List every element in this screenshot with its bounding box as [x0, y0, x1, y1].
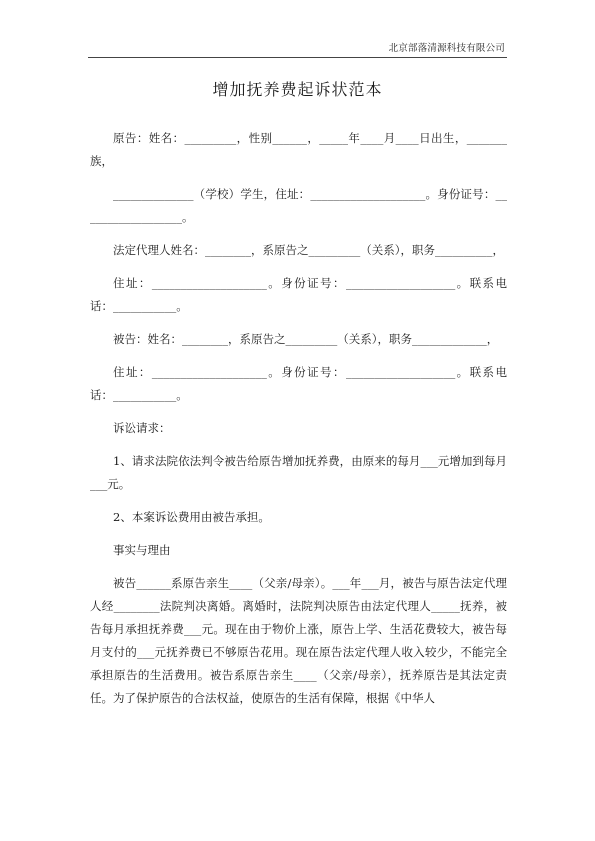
document-body: [90, 127, 507, 720]
facts-reasons-heading: 事实与理由: [113, 543, 171, 557]
legal-representative-address-paragraph: 住址：____________________。身份证号：___________________。联系电话：___________。: [90, 276, 507, 313]
defendant-address-paragraph: 住址：____________________。身份证号：___________________。联系电话：___________。: [90, 365, 507, 402]
claim-item-1: 1、请求法院依法判令被告给原告增加抚养费，由原来的每月___元增加到每月___元。: [90, 454, 507, 491]
header-company-name: 北京部落清源科技有限公司: [388, 43, 505, 54]
plaintiff-info-paragraph: 原告：姓名：_________，性别______，_____年____月____日出生，_______族，: [90, 131, 507, 168]
facts-reasons-paragraph: 被告______系原告亲生____（父亲/母亲）。___年___月，被告与原告法定代理人经________法院判决离婚。离婚时，法院判决原告由法定代理人_____抚养，被告每月承担抚养费___元。现在由于物价上涨，原告上学、生活花费较大，被告每月支付的___元抚养费已不够原告花用。现在原告法定代理人收入较少，不能完全承担原告的生活费用。被告系原告亲生____（父亲/母亲），抚养原告是其法定责任。为了保护原告的合法权益，使原告的生活有保障，根据《中华人: [90, 576, 507, 705]
header-divider: [88, 57, 507, 58]
defendant-info-paragraph: 被告：姓名：________，系原告之_________（关系），职务_____________，: [113, 332, 499, 346]
legal-representative-paragraph: 法定代理人姓名：________，系原告之_________（关系），职务__________，: [113, 243, 504, 257]
plaintiff-address-paragraph: ______________（学校）学生，住址：____________________。身份证号：__________________。: [90, 187, 507, 224]
document-title: 增加抚养费起诉状范本: [212, 80, 383, 99]
claims-heading: 诉讼请求：: [113, 421, 171, 435]
claim-item-2: 2、本案诉讼费用由被告承担。: [113, 510, 270, 524]
